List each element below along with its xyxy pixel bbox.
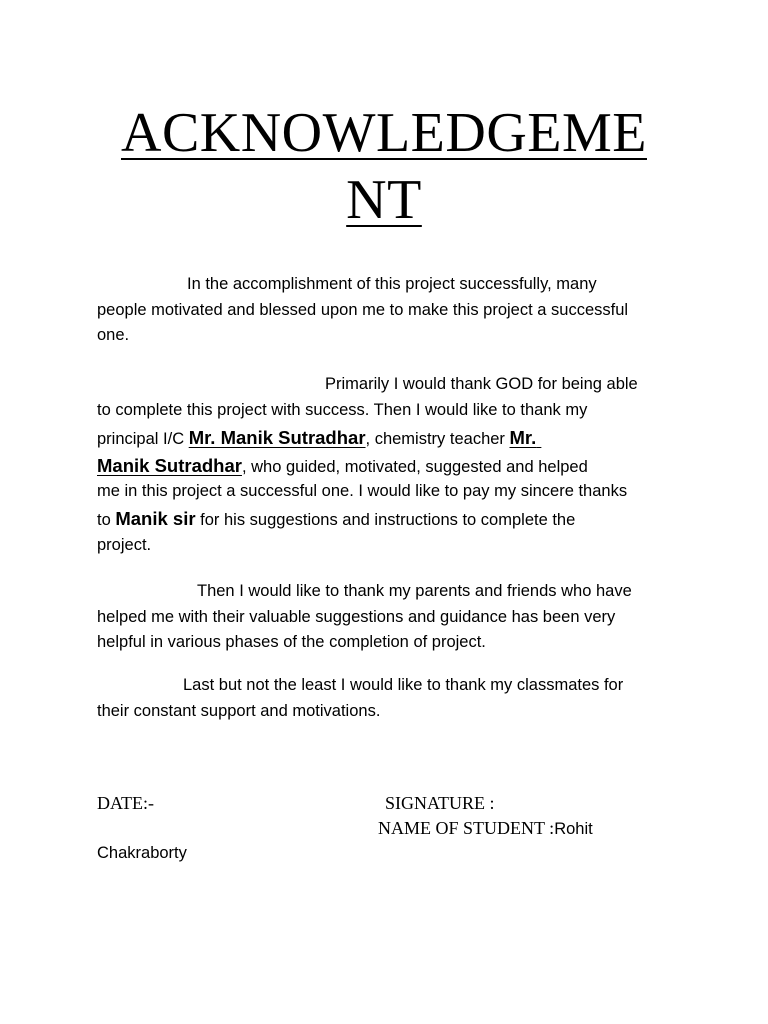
paragraph-parents-line-2: helped me with their valuable suggestions and guidance has been very [97, 607, 616, 626]
principal-prefix: principal I/C [97, 430, 189, 448]
paragraph-intro-line-2: people motivated and blessed upon me to make this project a successful [97, 300, 629, 319]
paragraph-thanks-line-5: me in this project a successful one. I would like to pay my sincere thanks [97, 482, 628, 500]
paragraph-classmates-line-1: Last but not the least I would like to thank my classmates for [183, 676, 624, 694]
paragraph-thanks-line-6 [97, 505, 697, 533]
teacher-name-part-1: Mr. [509, 427, 537, 448]
page-title-line-2 [0, 167, 768, 233]
paragraph-classmates-line-2: their constant support and motivations. [97, 701, 381, 720]
paragraph-intro-line-1: In the accomplishment of this project successfully, many [187, 275, 597, 293]
date-label: DATE:- [97, 793, 154, 813]
title-text-2: NT [346, 169, 422, 231]
sir-prefix: to [97, 510, 116, 529]
teacher-name-underline-space [536, 427, 541, 448]
paragraph-parents [97, 579, 697, 656]
page-title-line-1 [0, 100, 768, 166]
paragraph-thanks-line-1: Primarily I would thank GOD for being able [325, 375, 638, 393]
paragraph-parents-line-3: helpful in various phases of the completion of project. [97, 633, 486, 651]
signature-label: SIGNATURE : [385, 793, 495, 813]
paragraph-thanks-line-3 [97, 423, 697, 452]
teacher-name-part-2: Manik Sutradhar [97, 455, 242, 476]
principal-name: Mr. Manik Sutradhar [188, 427, 366, 448]
paragraph-thanks-line-2: to complete this project with success. Then I would like to thank my [97, 400, 588, 419]
paragraph-parents-line-1: Then I would like to thank my parents and friends who have [197, 582, 632, 600]
paragraph-thanks-line-6-rest: for his suggestions and instructions to complete the [195, 510, 576, 529]
paragraph-intro-line-3: one. [97, 326, 130, 344]
student-name-line [378, 816, 593, 841]
paragraph-thanks-line-7: project. [97, 535, 152, 554]
student-first-name: Rohit [554, 820, 593, 838]
student-name-label: NAME OF STUDENT : [378, 818, 555, 838]
title-text-1: ACKNOWLEDGEME [121, 102, 647, 164]
paragraph-thanks [97, 372, 697, 558]
sir-name: Manik sir [115, 507, 196, 529]
paragraph-thanks-line-4 [97, 452, 697, 479]
paragraph-thanks-line-4-rest: , who guided, motivated, suggested and helped [241, 458, 588, 476]
paragraph-intro [97, 272, 697, 349]
teacher-prefix: , chemistry teacher [365, 430, 510, 448]
student-last-name: Chakraborty [97, 844, 187, 862]
paragraph-classmates [97, 673, 697, 724]
